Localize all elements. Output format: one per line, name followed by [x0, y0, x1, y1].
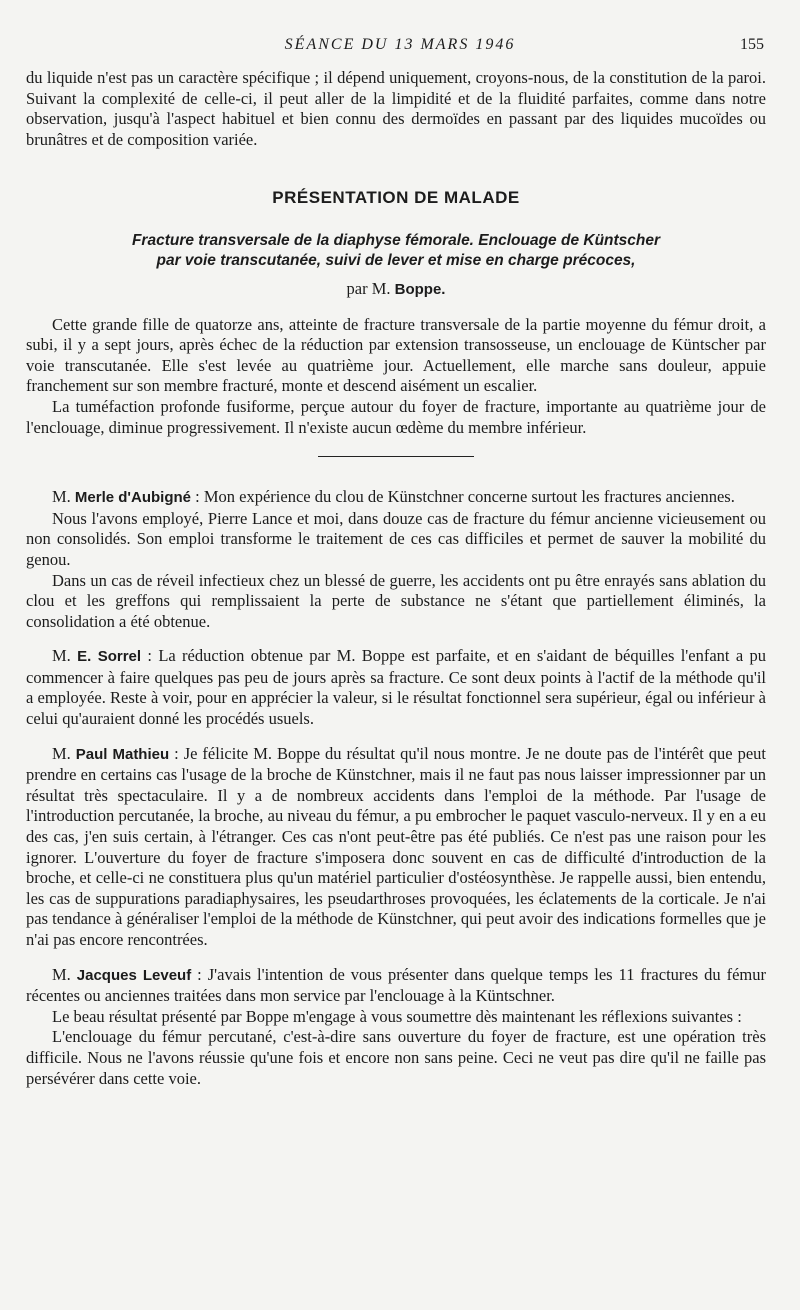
- comment-leveuf: [26, 965, 766, 1007]
- speaker-name-merle: Merle d'Aubigné: [74, 489, 191, 507]
- speaker-prefix: M.: [52, 646, 71, 666]
- intro-paragraph: du liquide n'est pas un caractère spécifique ; il dépend uniquement, croyons-nous, de la constitution de la paroi. Suivant la complexité de celle-ci, il peut aller de la limpidité et de la fluidité parfaites, comme dans notre observation, jusqu'à l'aspect habituel et bien connu des dermoïdes en passant par des liquides mucoïdes ou brunâtres et de composition variée.: [26, 68, 766, 149]
- page-header: [0, 36, 800, 58]
- section-divider: [318, 456, 474, 457]
- speaker-separator: :: [191, 487, 204, 507]
- comment-merle: [26, 487, 766, 509]
- comment-merle-paragraph: Dans un cas de réveil infectieux chez un blessé de guerre, les accidents ont pu être enrayés sans ablation du clou et les greffons qui remplissaient la perte de substance ne s'étant que partiellement éliminés, la consolidation a été obtenue.: [26, 570, 766, 631]
- speaker-prefix: M.: [52, 743, 71, 763]
- comment-text: Je félicite M. Boppe du résultat qu'il nous montre. Je ne doute pas de l'intérêt que peut prendre en certains cas l'usage de la broche de Künstchner, mais il ne faut pas nous laisser impressionner par un résultat très spectaculaire. Il y a de nombreux accidents dans l'emploi de la méthode. Par l'usage de l'introduction percutanée, la broche, au niveau du fémur, a pu embrocher le paquet vasculo-nerveux. Il y en a eu des cas, j'en suis certain, à l'étranger. Ces cas n'ont peut-être pas été publiés. Ce n'est pas une raison pour les ignorer. L'ouverture du foyer de fracture s'imposera donc souvent en cas de difficulté d'introduction de la broche, et celle-ci ne constituera plus qu'un matériel particulier d'ostéosynthèse. Je rappelle aussi, bien entendu, les cas de suppurations paradiaphysaires, les pseudarthroses provoquées, les éclatements de la corticale. Je n'ai pas tendance à généraliser l'emploi de la méthode de Künstchner, qui peut avoir des indications formelles que je n'ai pas encore rencontrées.: [26, 743, 767, 949]
- page-body: [26, 68, 766, 1089]
- article-title-line-2: par voie transcutanée, suivi de lever et mise en charge précoces,: [156, 251, 636, 269]
- article-paragraph-1: Cette grande fille de quatorze ans, atteinte de fracture transversale de la partie moyenne du fémur droit, a subi, il y a sept jours, après échec de la réduction par extension transosseuse, un enclouage de Küntscher par voie transcutanée. Elle s'est levée au quatrième jour. Actuellement, elle marche sans douleur, appuie franchement sur son membre fracturé, monte et descend aisément un escalier.: [26, 314, 766, 396]
- speaker-name-sorrel: E. Sorrel: [77, 648, 142, 666]
- comment-text: La réduction obtenue par M. Boppe est parfaite, et en s'aidant de béquilles l'enfant a pu commencer à faire quelques pas peu de jours après sa fracture. Ce sont deux points à l'actif de la méthode qu'il a employée. Reste à voir, pour en apprécier la valeur, si le résultat fonctionnel sera supérieur, égal ou inférieur à celui qu'auraient donné les procédés usuels.: [26, 646, 766, 729]
- article-title-line-1: Fracture transversale de la diaphyse fémorale. Enclouage de Küntscher: [131, 231, 661, 249]
- comment-leveuf-paragraph: Le beau résultat présenté par Boppe m'engage à vous soumettre dès maintenant les réflexions suivantes :: [52, 1006, 742, 1026]
- page-number: 155: [740, 36, 764, 53]
- speaker-prefix: M.: [52, 487, 71, 507]
- comment-text: Mon expérience du clou de Künstchner concerne surtout les fractures anciennes.: [203, 487, 735, 507]
- comment-merle-paragraph: Nous l'avons employé, Pierre Lance et moi, dans douze cas de fracture du fémur ancienne vicieusement ou non consolidés. Son emploi transforme le traitement de ces cas difficiles et permet de sauver la mobilité du genou.: [26, 508, 766, 569]
- speaker-name-mathieu: Paul Mathieu: [75, 745, 170, 763]
- speaker-prefix: M.: [52, 964, 71, 984]
- comment-text: J'avais l'intention de vous présenter dans quelque temps les 11 fractures du fémur récentes ou anciennes traitées dans mon service par l'enclouage à la Küntschner.: [26, 964, 767, 1006]
- comment-sorrel: [26, 646, 766, 729]
- byline-author: Boppe.: [394, 280, 446, 298]
- comment-mathieu: [26, 744, 766, 951]
- byline-prefix: par M.: [346, 278, 391, 298]
- speaker-name-leveuf: Jacques Leveuf: [76, 966, 192, 984]
- speaker-separator: :: [141, 646, 159, 666]
- running-title: SÉANCE DU 13 MARS 1946: [284, 36, 516, 53]
- comment-leveuf-paragraph: L'enclouage du fémur percutané, c'est-à-dire sans ouverture du foyer de fracture, est une opération très difficile. Nous ne l'avons réussie qu'une fois et encore non sans peine. Ceci ne veut pas dire qu'il ne faille pas persévérer dans cette voie.: [26, 1027, 766, 1088]
- section-heading: PRÉSENTATION DE MALADE: [272, 188, 520, 208]
- speaker-separator: :: [169, 743, 184, 763]
- byline: [26, 279, 766, 301]
- article-paragraph-2: La tuméfaction profonde fusiforme, perçue autour du foyer de fracture, importante au quatrième jour de l'enclouage, diminue progressivement. Il n'existe aucun œdème du membre inférieur.: [26, 396, 766, 437]
- speaker-separator: :: [191, 964, 208, 984]
